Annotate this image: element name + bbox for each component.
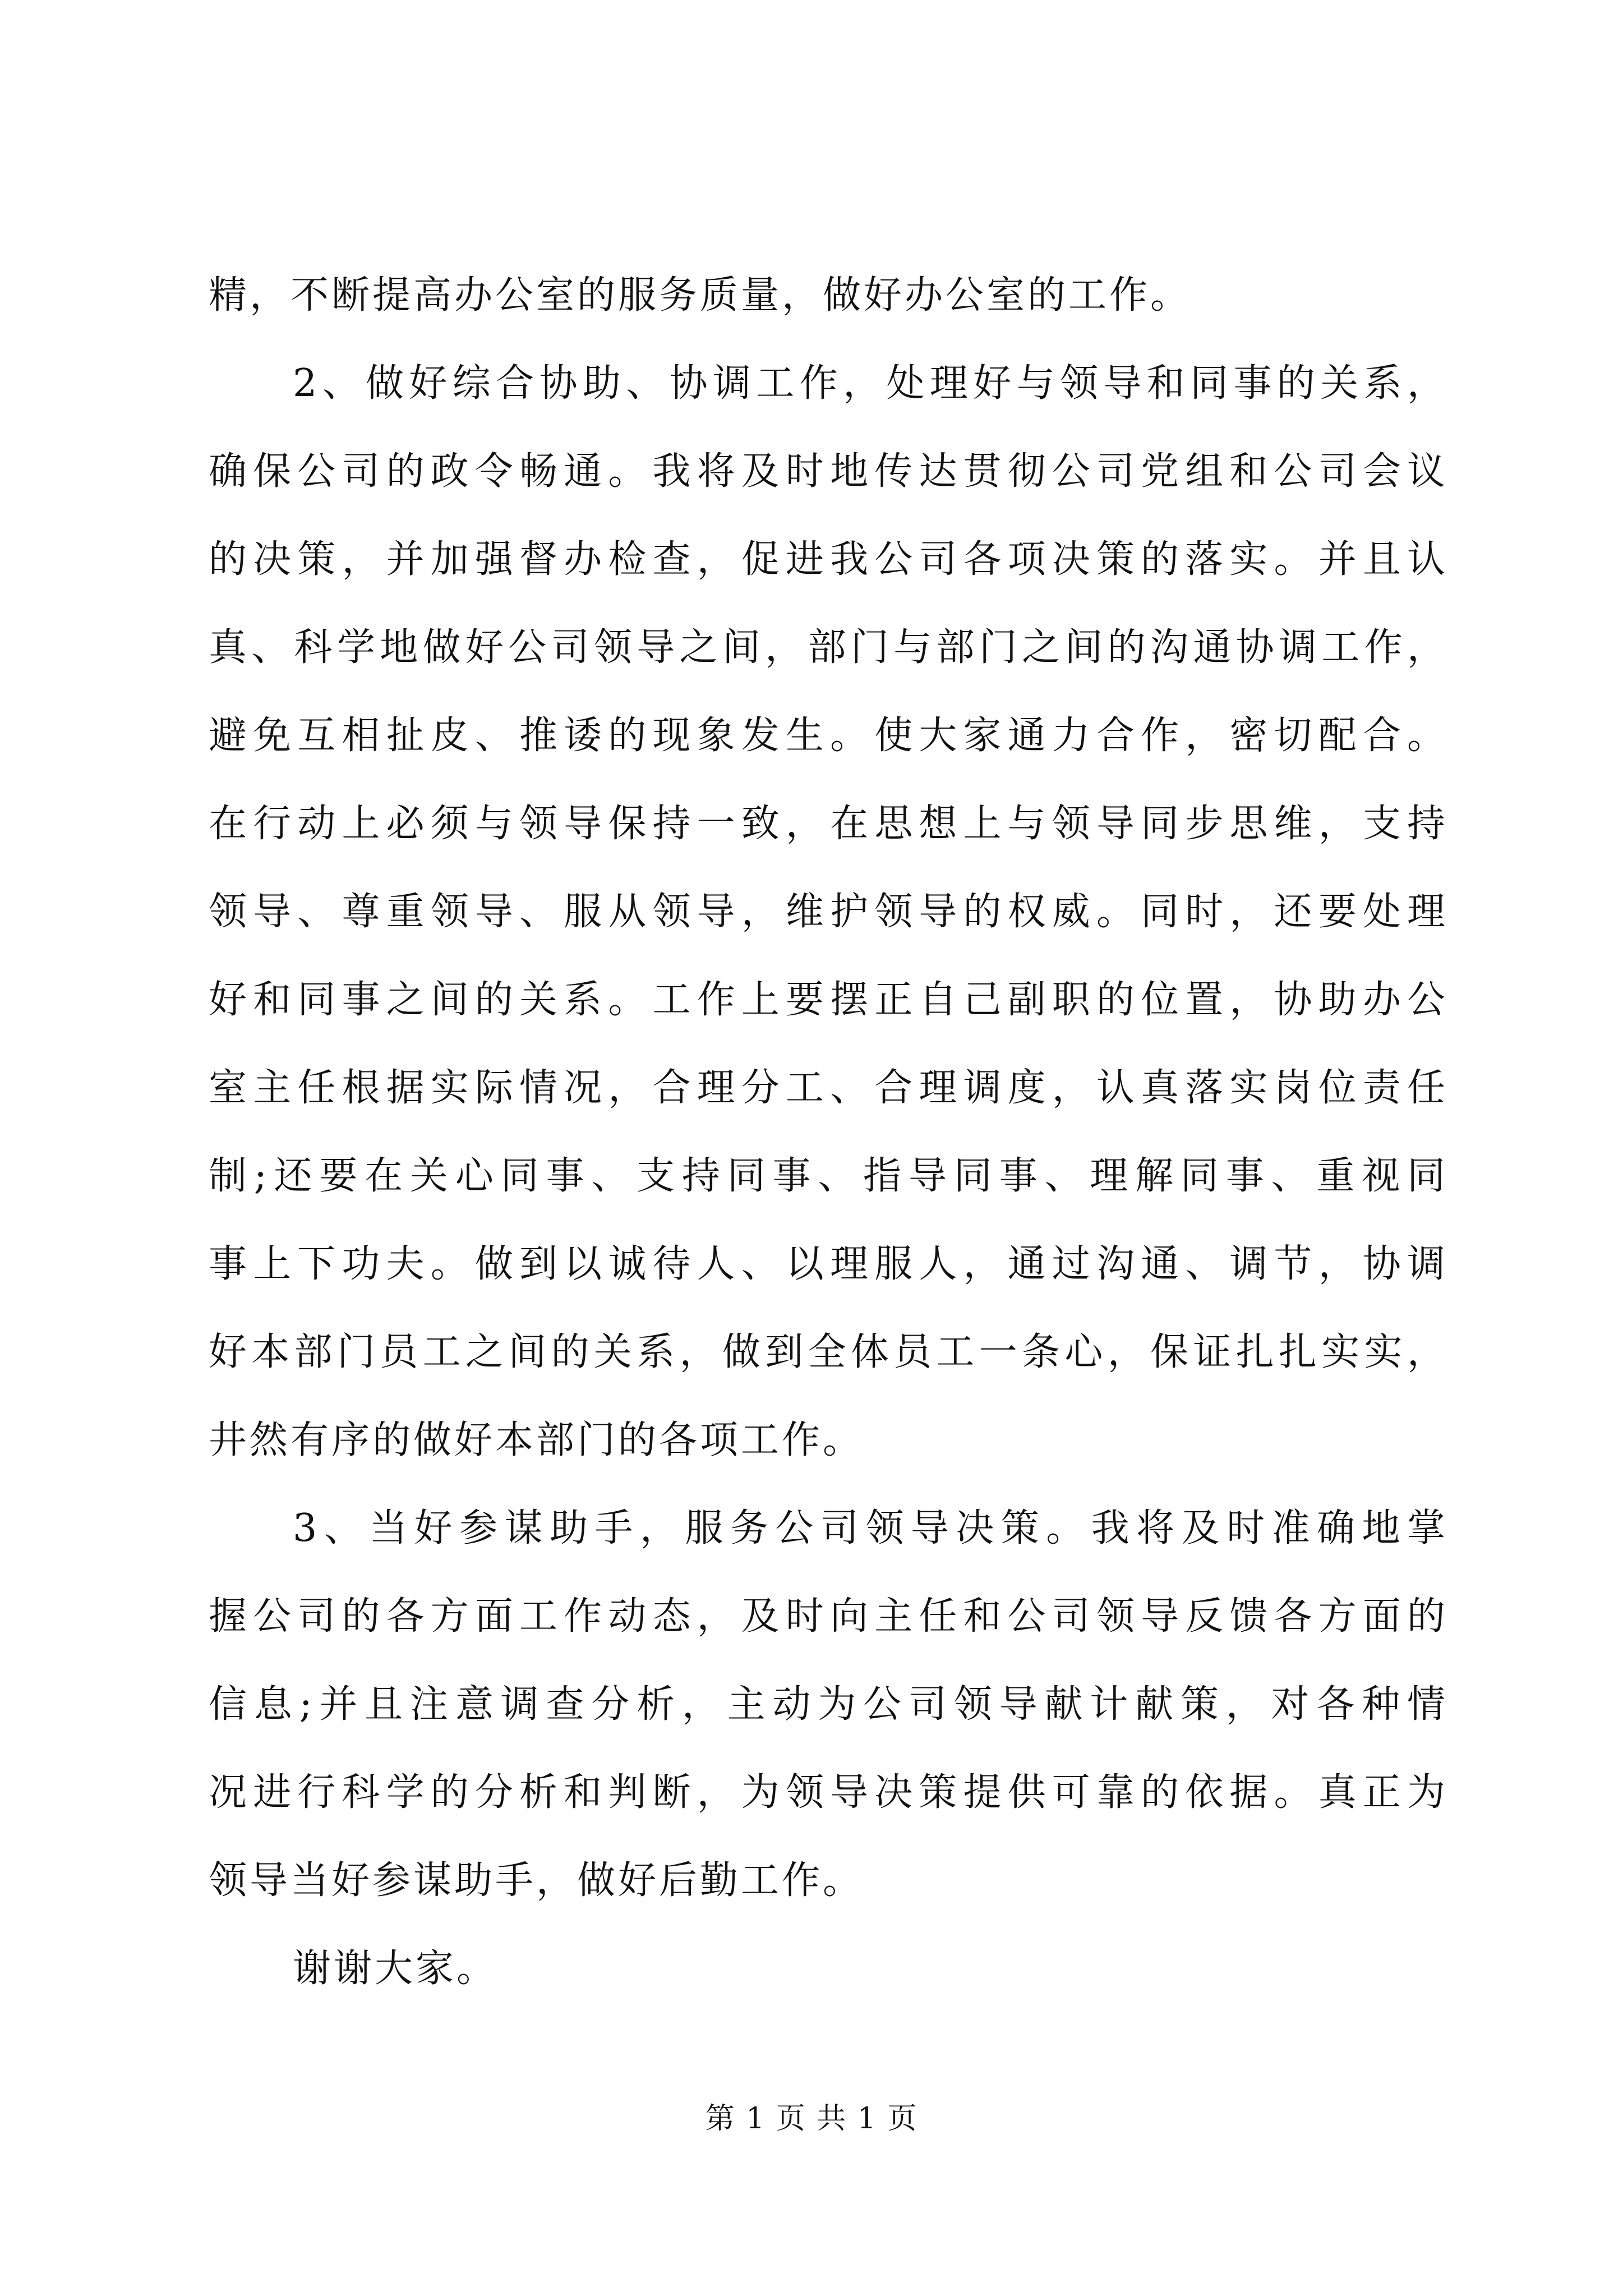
text-line-16: 握公司的各方面工作动态，及时向主任和公司领导反馈各方面的 <box>209 1594 1448 1639</box>
text-line-9: 好和同事之间的关系。工作上要摆正自己副职的位置，协助办公 <box>209 978 1448 1022</box>
text-line-10: 室主任根据实际情况，合理分工、合理调度，认真落实岗位责任 <box>209 1066 1448 1110</box>
text-line-4: 的决策，并加强督办检查，促进我公司各项决策的落实。并且认 <box>209 537 1448 582</box>
text-line-12: 事上下功夫。做到以诚待人、以理服人，通过沟通、调节，协调 <box>209 1242 1448 1286</box>
text-line-7: 在行动上必须与领导保持一致，在思想上与领导同步思维，支持 <box>209 802 1448 846</box>
text-line-14: 井然有序的做好本部门的各项工作。 <box>209 1418 864 1462</box>
text-line-20: 谢谢大家。 <box>293 1947 498 1991</box>
text-line-18: 况进行科学的分析和判断，为领导决策提供可靠的依据。真正为 <box>209 1770 1448 1815</box>
text-line-17: 信息;并且注意调查分析，主动为公司领导献计献策，对各种情 <box>209 1682 1448 1727</box>
text-line-11: 制;还要在关心同事、支持同事、指导同事、理解同事、重视同 <box>209 1154 1448 1198</box>
text-line-19: 领导当好参谋助手，做好后勤工作。 <box>209 1858 864 1903</box>
body-text <box>209 251 1448 2013</box>
text-line-6: 避免互相扯皮、推诿的现象发生。使大家通力合作，密切配合。 <box>209 714 1448 758</box>
text-line-1: 精，不断提高办公室的服务质量，做好办公室的工作。 <box>209 273 1192 318</box>
text-line-8: 领导、尊重领导、服从领导，维护领导的权威。同时，还要处理 <box>209 890 1448 934</box>
text-line-3: 确保公司的政令畅通。我将及时地传达贯彻公司党组和公司会议 <box>209 449 1448 494</box>
text-line-15: 3、当好参谋助手，服务公司领导决策。我将及时准确地掌 <box>293 1506 1448 1550</box>
text-line-5: 真、科学地做好公司领导之间，部门与部门之间的沟通协调工作， <box>209 625 1448 670</box>
text-line-13: 好本部门员工之间的关系，做到全体员工一条心，保证扎扎实实， <box>209 1330 1448 1374</box>
page-footer: 第 1 页 共 1 页 <box>705 2102 918 2136</box>
text-line-2: 2、做好综合协助、协调工作，处理好与领导和同事的关系， <box>293 361 1448 406</box>
